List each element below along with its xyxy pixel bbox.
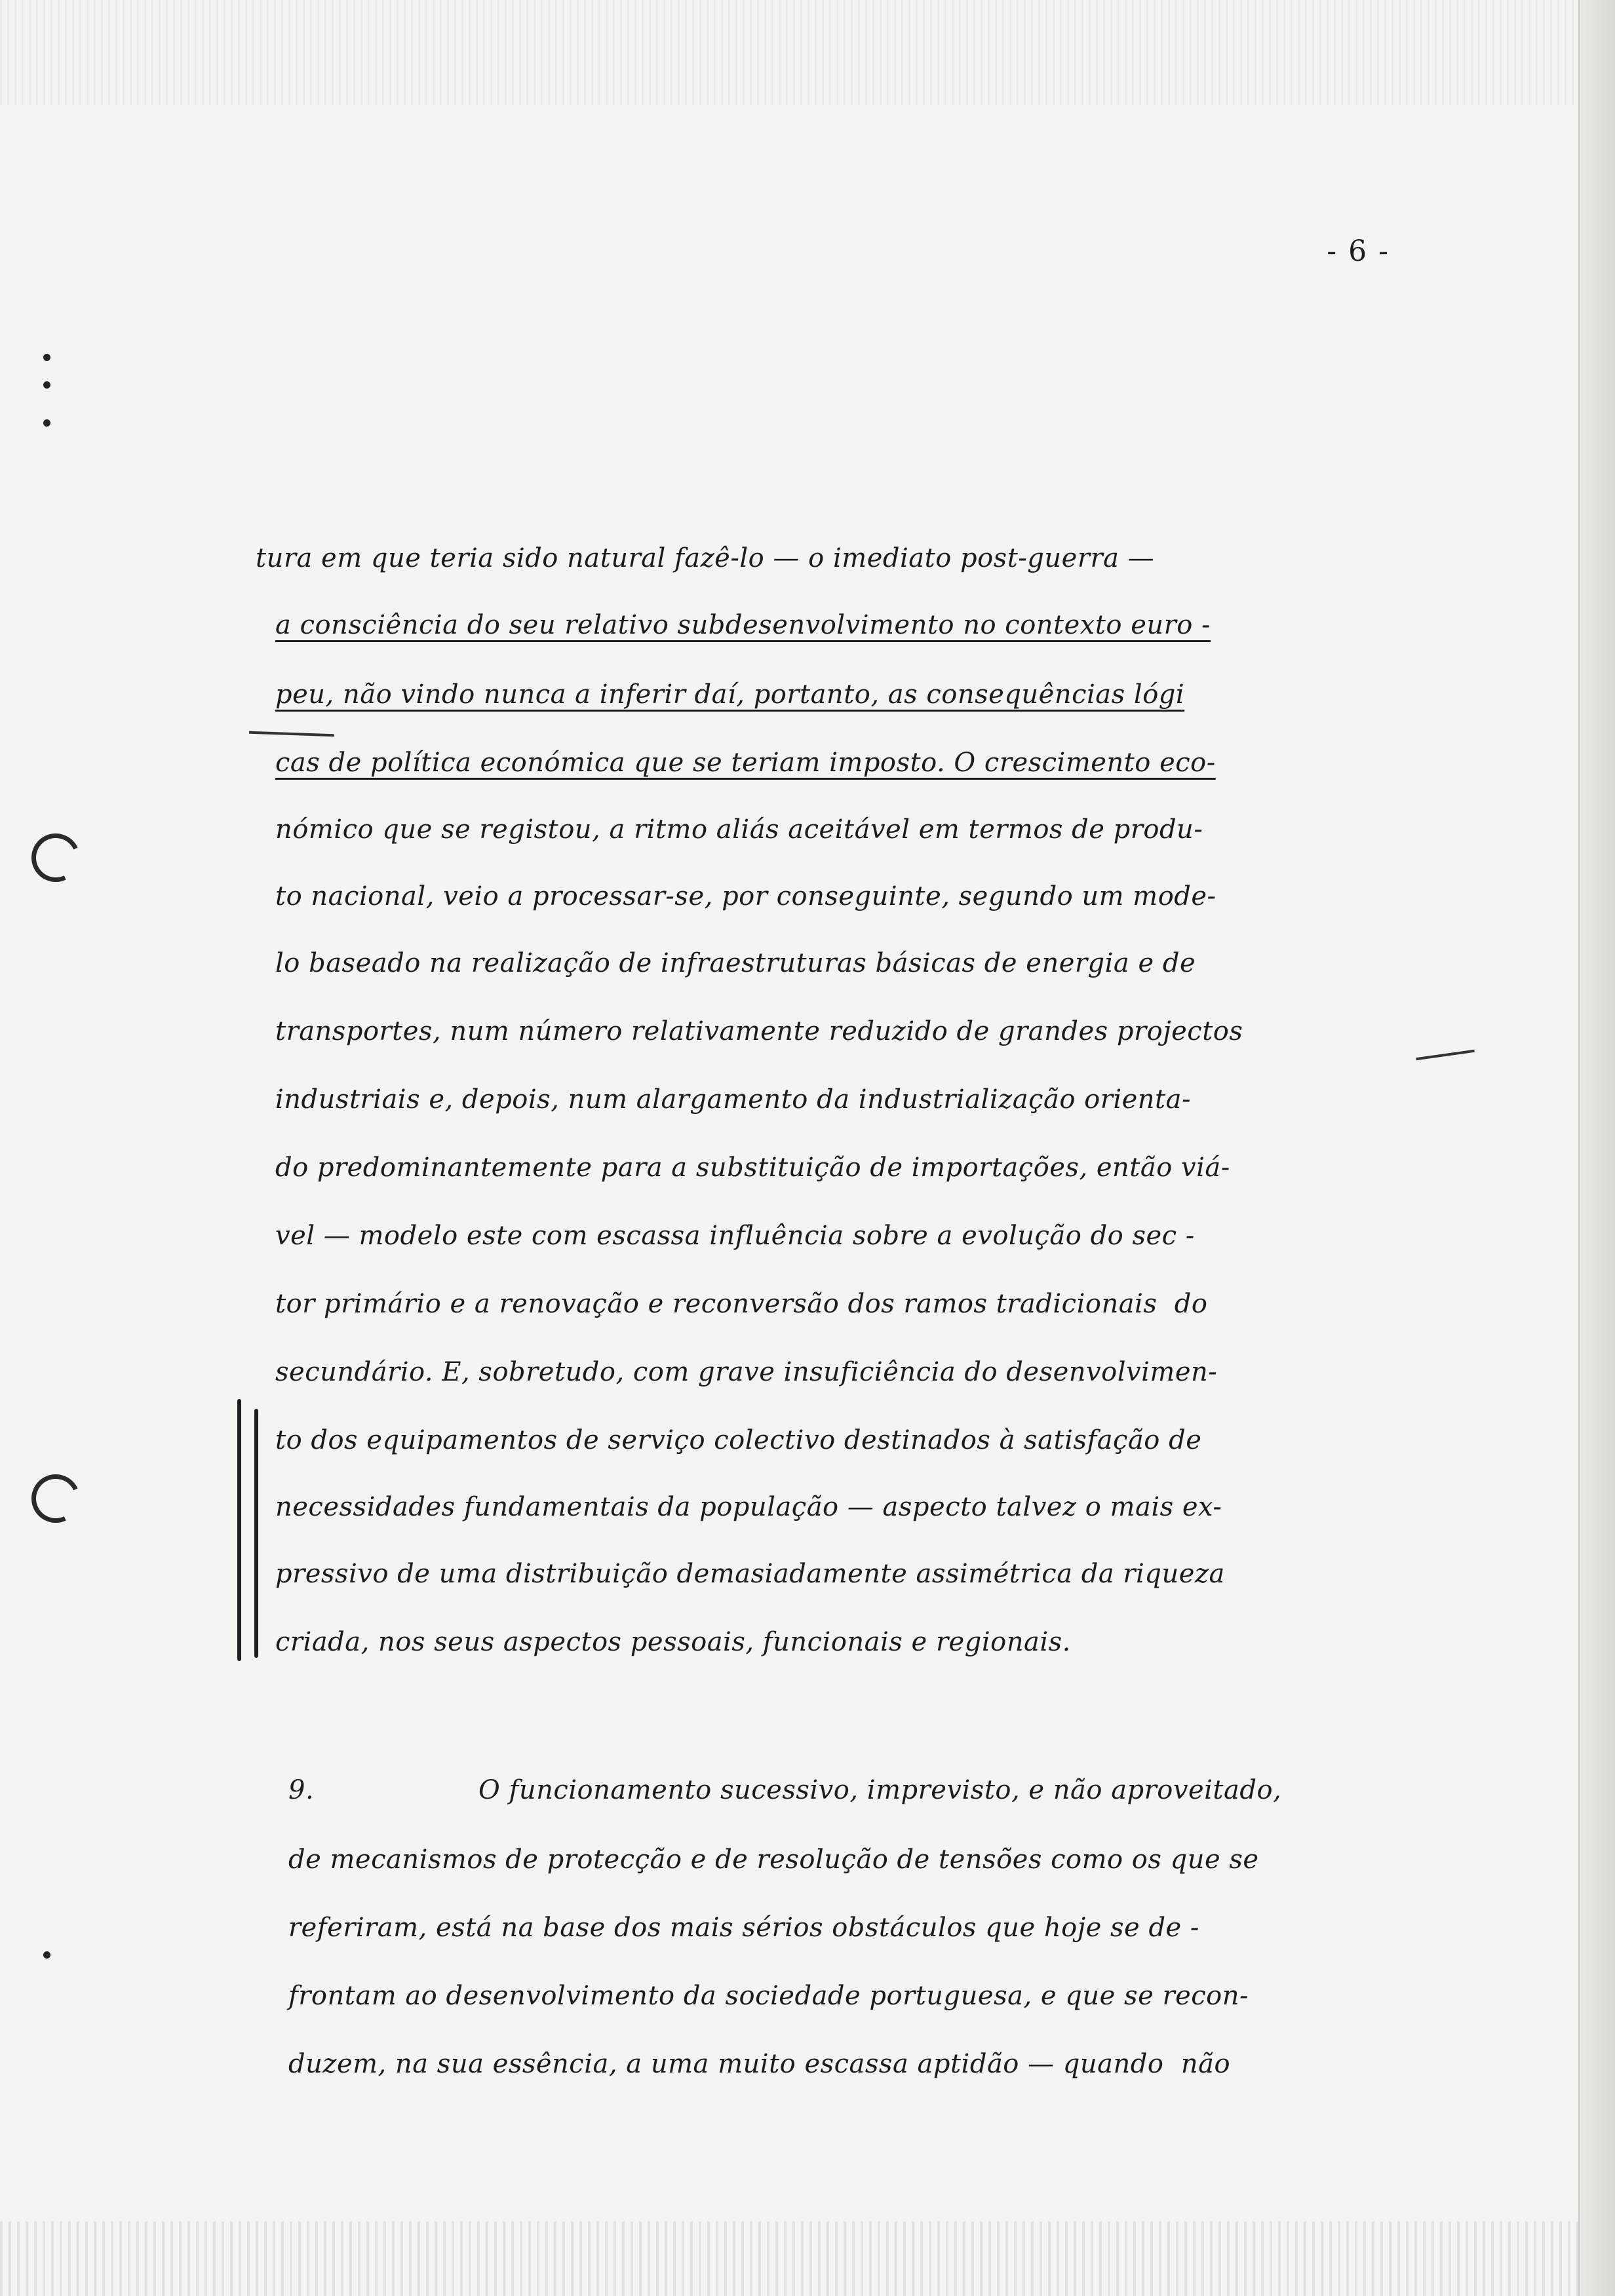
margin-dot xyxy=(43,354,50,361)
paragraph-line: vel — modelo este com escassa influência sobre a evolução do sec - xyxy=(275,1221,1195,1251)
paragraph-line: transportes, num número relativamente reduzido de grandes projectos xyxy=(275,1016,1243,1046)
punch-hole-bottom xyxy=(25,1468,87,1530)
margin-dot xyxy=(43,1951,50,1959)
margin-annotation-bar xyxy=(237,1399,241,1661)
paragraph-line: industriais e, depois, num alargamento da industrialização orienta- xyxy=(275,1084,1191,1115)
paragraph-line: duzem, na sua essência, a uma muito escassa aptidão — quando não xyxy=(288,2049,1231,2079)
paragraph-line-underlined: peu, não vindo nunca a inferir daí, portanto, as consequências lógi xyxy=(275,679,1185,710)
paragraph-line: necessidades fundamentais da população — aspecto talvez o mais ex- xyxy=(275,1492,1222,1522)
paragraph-line: nómico que se registou, a ritmo aliás aceitável em termos de produ- xyxy=(275,814,1203,845)
margin-annotation-bar xyxy=(254,1409,258,1658)
underline-mark xyxy=(249,731,334,737)
scan-noise-top xyxy=(0,0,1615,105)
paragraph-line: tura em que teria sido natural fazê-lo — o imediato post-guerra — xyxy=(256,543,1155,573)
margin-dot xyxy=(43,419,50,427)
paragraph-number: 9. xyxy=(288,1775,315,1805)
punch-hole-top xyxy=(25,827,87,889)
paragraph-line: lo baseado na realização de infraestruturas básicas de energia e de xyxy=(275,948,1196,978)
paragraph-line: tor primário e a renovação e reconversão dos ramos tradicionais do xyxy=(275,1289,1208,1319)
paragraph-line-underlined: a consciência do seu relativo subdesenvolvimento no contexto euro - xyxy=(275,610,1211,640)
paragraph-line: pressivo de uma distribuição demasiadamente assimétrica da riqueza xyxy=(275,1559,1225,1589)
paragraph-line: do predominantemente para a substituição de importações, então viá- xyxy=(275,1153,1230,1183)
paragraph-line: to dos equipamentos de serviço colectivo destinados à satisfação de xyxy=(275,1425,1202,1455)
margin-mark xyxy=(1416,1050,1475,1060)
paragraph-line: frontam ao desenvolvimento da sociedade portuguesa, e que se recon- xyxy=(288,1981,1249,2011)
paragraph-line: to nacional, veio a processar-se, por conseguinte, segundo um mode- xyxy=(275,881,1216,911)
paragraph-line: referiram, está na base dos mais sérios obstáculos que hoje se de - xyxy=(288,1913,1199,1943)
paragraph-line: O funcionamento sucessivo, imprevisto, e não aproveitado, xyxy=(478,1775,1282,1805)
paragraph-line-underlined: cas de política económica que se teriam imposto. O crescimento eco- xyxy=(275,748,1216,778)
page-edge xyxy=(1578,0,1615,2296)
scan-noise-bottom xyxy=(0,2221,1615,2296)
paragraph-line: secundário. E, sobretudo, com grave insuficiência do desenvolvimen- xyxy=(275,1357,1218,1387)
page-number: - 6 - xyxy=(1327,235,1390,268)
paragraph-line: criada, nos seus aspectos pessoais, funcionais e regionais. xyxy=(275,1627,1071,1657)
paragraph-line: de mecanismos de protecção e de resolução de tensões como os que se xyxy=(288,1845,1259,1875)
margin-dot xyxy=(43,381,50,389)
